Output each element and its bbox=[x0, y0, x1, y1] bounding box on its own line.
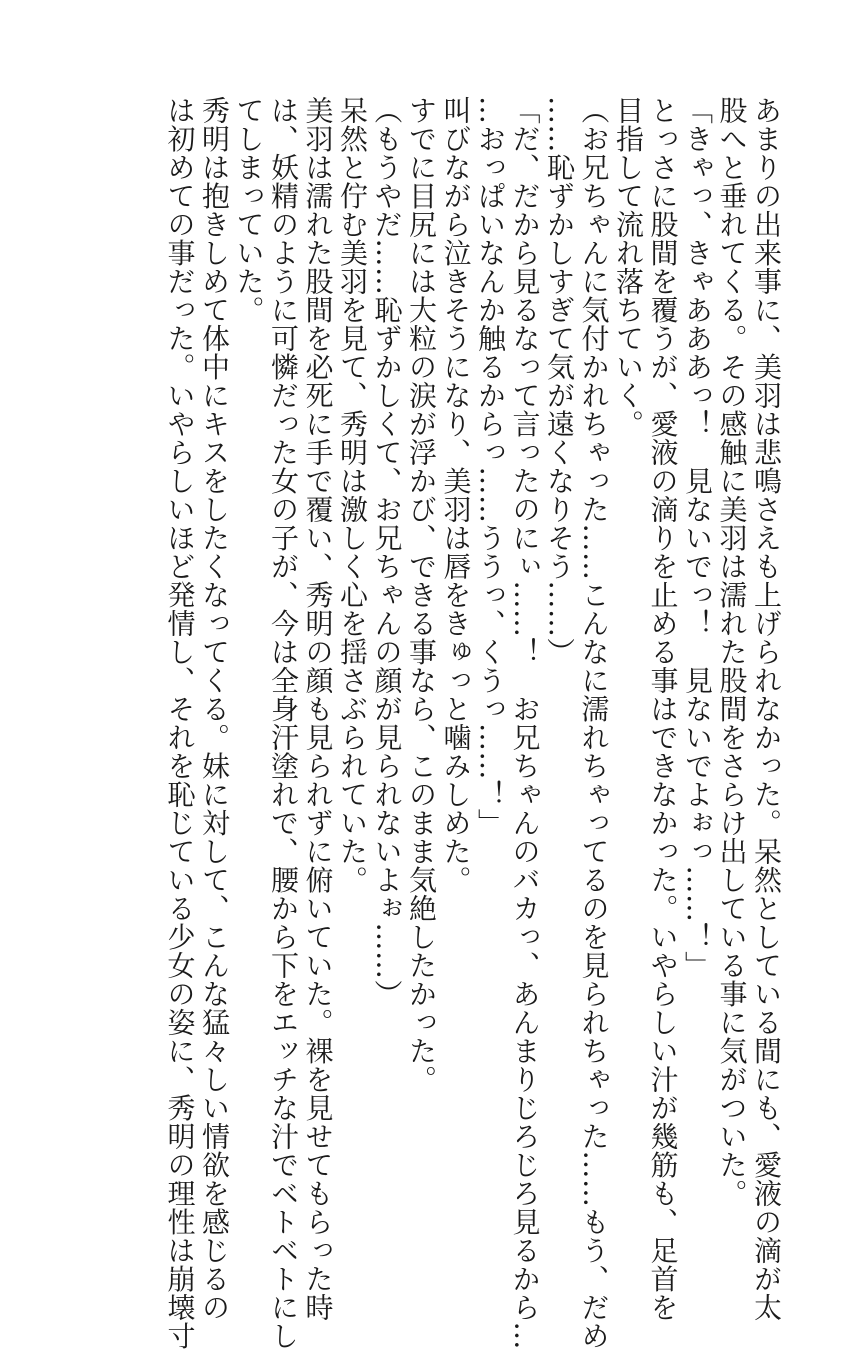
text-line: 目指して流れ落ちていく。 bbox=[612, 96, 645, 438]
text-line: …おっぱいなんか触るからっ……ううっ、くうっ……！」 bbox=[474, 96, 507, 837]
text-line: 叫びながら泣きそうになり、美羽は唇をきゅっと噛みしめた。 bbox=[439, 96, 473, 894]
text-line: てしまっていた。 bbox=[232, 96, 266, 324]
text-line: 股へと垂れてくる。その感触に美羽は濡れた股間をさらけ出している事に気がついた。 bbox=[715, 96, 749, 1208]
text-line: （もうやだ……恥ずかしくて、お兄ちゃんの顔が見られないよぉ……） bbox=[370, 96, 404, 1008]
text-line: すでに目尻には大粒の涙が浮かび、できる事なら、このまま気絶したかった。 bbox=[405, 96, 438, 1094]
text-line: は、妖精のように可憐だった女の子が、今は全身汗塗れで、腰から下をエッチな汁でベトベトにし bbox=[267, 96, 300, 1350]
text-line: （お兄ちゃんに気付かれちゃった……こんなに濡れちゃってるのを見られちゃった……もう、だめ bbox=[577, 96, 611, 1350]
text-line: 秀明は抱きしめて体中にキスをしたくなってくる。妹に対して、こんな猛々しい情欲を感じるの bbox=[198, 96, 231, 1322]
text-line: 美羽は濡れた股間を必死に手で覆い、秀明の顔も見られずに俯いていた。裸を見せてもらった時 bbox=[301, 96, 335, 1322]
text-line: 呆然と佇む美羽を見て、秀明は激しく心を揺さぶられていた。 bbox=[336, 96, 369, 894]
text-line: とっさに股間を覆うが、愛液の滴りを止める事はできなかった。いやらしい汁が幾筋も、足首を bbox=[646, 96, 680, 1322]
text-line: あまりの出来事に、美羽は悲鳴さえも上げられなかった。呆然としている間にも、愛液の滴が太 bbox=[750, 96, 783, 1322]
text-line: は初めての事だった。いやらしいほど発情し、それを恥じている少女の姿に、秀明の理性は崩壊寸 bbox=[163, 96, 197, 1350]
text-line: 「きゃっ、きゃあああっ！ 見ないでっ！ 見ないでよぉっ……！」 bbox=[681, 96, 714, 980]
text-line: 「だ、だから見るなって言ったのにぃ……！ お兄ちゃんのバカっ、あんまりじろじろ見るから… bbox=[508, 96, 542, 1350]
text-line: ……恥ずかしすぎて気が遠くなりそう……） bbox=[543, 96, 576, 666]
vertical-text-body bbox=[162, 96, 783, 1350]
